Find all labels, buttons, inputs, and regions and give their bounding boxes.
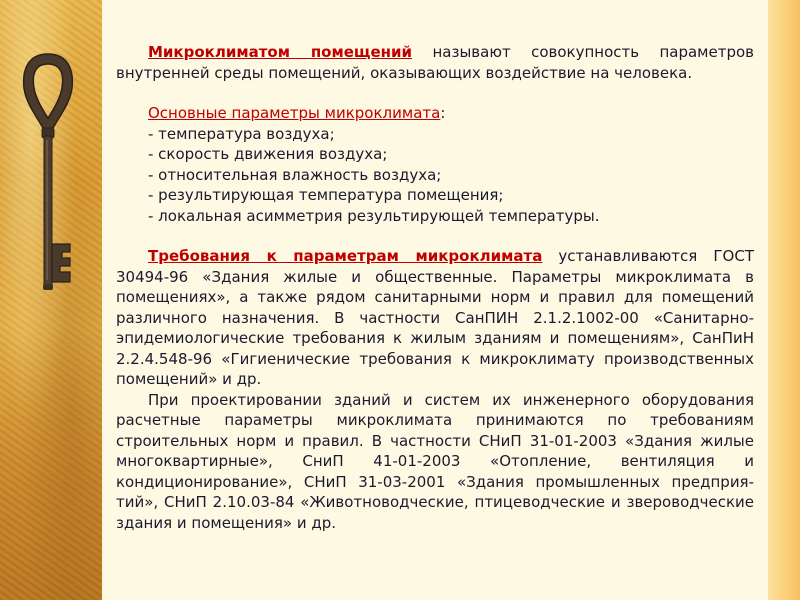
old-key-icon xyxy=(14,48,82,310)
requirements-text: устанавливаются ГОСТ 30494-96 «Здания жилые и общественные. Параметры микроклимата в помещениях», а также рядом санитарными норм и правил для помещений различного назначения. В частности СанПИН 2.1.2.1002-00 «Санитарно-эпидемиологические требования к жилым зданиям и помещениям», СанПиН 2.2.4.548-96 «Гигиенические требования к микроклимату производственных помещений» и др. xyxy=(116,247,754,388)
list-item: - относительная влажность воздуха; xyxy=(148,165,442,184)
params-heading-colon: : xyxy=(440,104,446,122)
decorative-right-strip xyxy=(768,0,800,600)
decorative-left-strip xyxy=(0,0,102,600)
params-heading: Основные параметры микроклимата xyxy=(148,104,441,122)
intro-text: называют совокупность параметров внутренней среды помещений, оказывающих воздействие на человека. xyxy=(116,43,754,82)
list-item: - температура воздуха; xyxy=(148,124,335,143)
requirements-paragraph xyxy=(116,246,754,390)
params-list xyxy=(116,124,754,227)
slide-content xyxy=(116,42,754,533)
list-item: - скорость движения воздуха; xyxy=(148,145,388,163)
params-heading-line xyxy=(116,103,754,124)
requirements-term: Требования к параметрам микроклимата xyxy=(148,247,543,265)
intro-term: Микроклиматом помещений xyxy=(148,43,413,61)
intro-paragraph xyxy=(116,42,754,83)
design-paragraph: При проектировании зданий и систем их инженерного оборудования расчетные параметры микроклимата принимаются по требованиям строительных норм и правил. В частности СНиП 31-01-2003 «Здания жилые многоквартирные», СниП 41-01-2003 «Отопление, вентиляция и кондиционирование», СНиП 31-03-2001 «Здания промышленных предприя-тий», СНиП 2.10.03-84 «Животноводческие, птицеводческие и звероводческие здания и помещения» и др. xyxy=(116,390,754,532)
list-item: - результирующая температура помещения; xyxy=(148,186,504,204)
list-item: - локальная асимметрия результирующей температуры. xyxy=(148,206,600,225)
